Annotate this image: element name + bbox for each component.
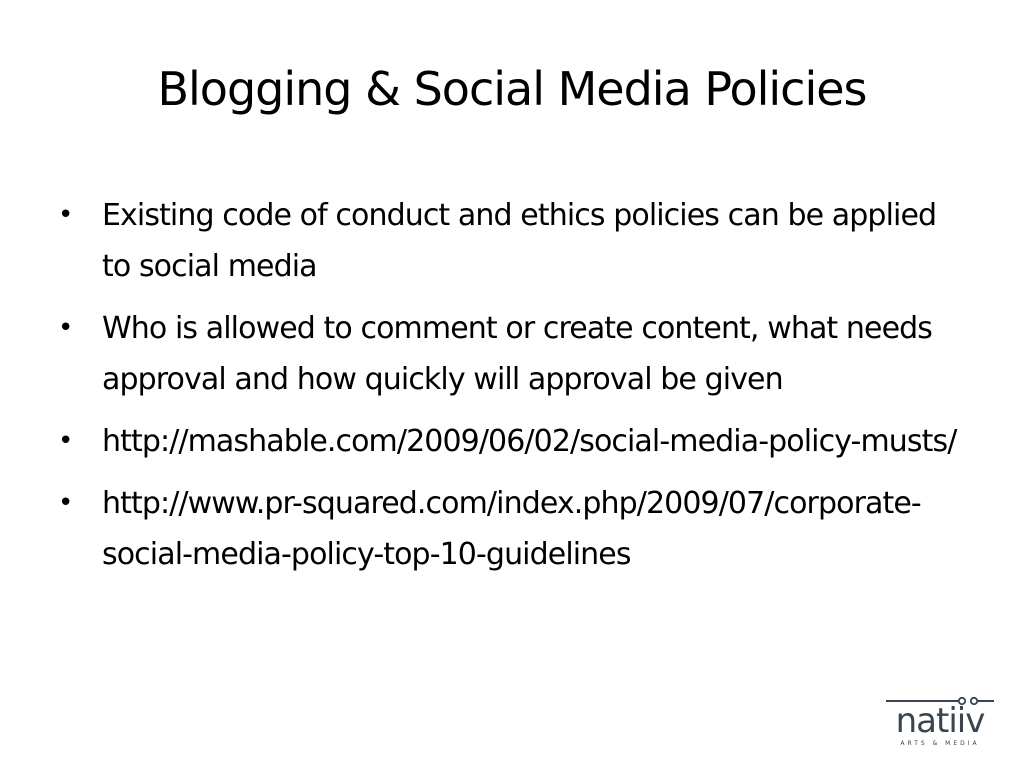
slide-title: Blogging & Social Media Policies (157, 62, 867, 116)
logo-wordmark: natiiv (895, 701, 985, 741)
bullet-text: Who is allowed to comment or create content, what needs approval and how quickly will approval be given (102, 311, 933, 397)
bullet-item (58, 416, 958, 467)
bullet-item (58, 478, 958, 580)
bullet-item (58, 190, 958, 292)
bullet-point-icon: • (58, 488, 73, 518)
bullet-point-icon: • (58, 200, 73, 230)
bullet-list (58, 190, 958, 591)
bullet-point-icon: • (58, 313, 73, 343)
bullet-item (58, 303, 958, 405)
natiiv-logo-icon (878, 694, 1002, 750)
bullet-point-icon: • (58, 426, 73, 456)
natiiv-logo (878, 694, 1002, 750)
logo-tagline: ARTS & MEDIA (900, 740, 980, 747)
bullet-link-text: http://mashable.com/2009/06/02/social-media-policy-musts/ (102, 424, 957, 459)
bullet-link-text: http://www.pr-squared.com/index.php/2009/07/corporate-social-media-policy-top-10-guidelines (102, 486, 921, 572)
bullet-text: Existing code of conduct and ethics policies can be applied to social media (102, 198, 937, 284)
